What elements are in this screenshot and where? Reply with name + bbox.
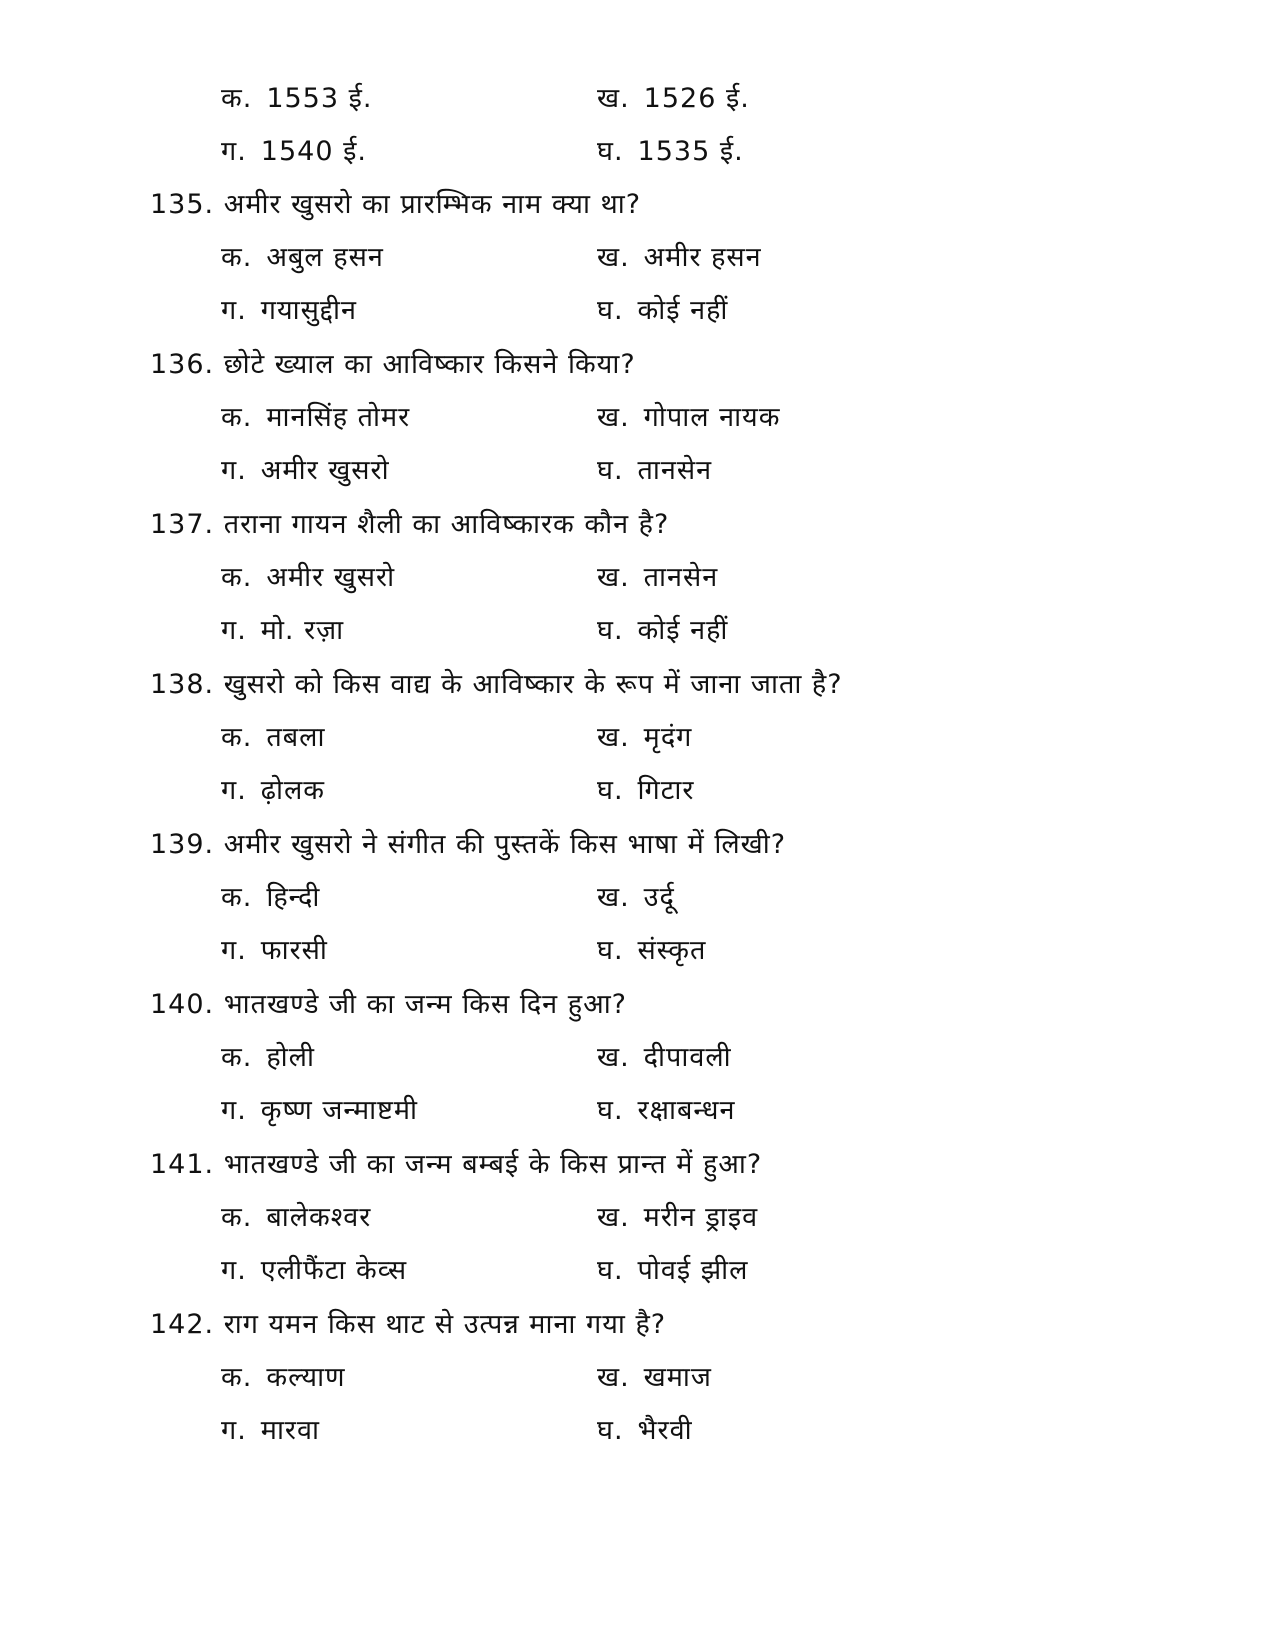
option: ख. अमीर हसन bbox=[597, 242, 762, 273]
option: घ. 1535 ई. bbox=[597, 136, 744, 167]
option-row bbox=[0, 763, 1275, 819]
option: ख. दीपावली bbox=[597, 1042, 732, 1073]
option: क. होली bbox=[221, 1042, 315, 1073]
question-text: 135. अमीर खुसरो का प्रारम्भिक नाम क्या था? bbox=[150, 189, 642, 220]
option: ख. तानसेन bbox=[597, 562, 719, 593]
question-136 bbox=[0, 337, 1275, 393]
option: क. अबुल हसन bbox=[221, 242, 384, 273]
question-141 bbox=[0, 1137, 1275, 1193]
option-row bbox=[0, 230, 1275, 286]
question-142 bbox=[0, 1297, 1275, 1353]
option: ग. मो. रज़ा bbox=[221, 615, 345, 646]
option: घ. तानसेन bbox=[597, 455, 713, 486]
option: ग. मारवा bbox=[221, 1415, 320, 1446]
option: ख. मरीन ड्राइव bbox=[597, 1202, 759, 1233]
question-text: 142. राग यमन किस थाट से उत्पन्न माना गया है? bbox=[150, 1309, 667, 1340]
option: घ. रक्षाबन्धन bbox=[597, 1095, 736, 1126]
option: क. अमीर खुसरो bbox=[221, 562, 396, 593]
option-row bbox=[0, 1083, 1275, 1139]
option: ग. फारसी bbox=[221, 935, 328, 966]
option: ग. अमीर खुसरो bbox=[221, 455, 390, 486]
question-text: 136. छोटे ख्याल का आविष्कार किसने किया? bbox=[150, 349, 636, 380]
option: ख. उर्दू bbox=[597, 882, 675, 913]
option: क. 1553 ई. bbox=[221, 83, 373, 114]
option: ग. एलीफैंटा केव्स bbox=[221, 1255, 408, 1286]
option-row bbox=[0, 1190, 1275, 1246]
option: ख. 1526 ई. bbox=[597, 83, 750, 114]
option: ग. कृष्ण जन्माष्टमी bbox=[221, 1095, 418, 1126]
option-row bbox=[0, 1350, 1275, 1406]
option-row bbox=[0, 71, 1275, 127]
option-row bbox=[0, 1243, 1275, 1299]
option-row bbox=[0, 283, 1275, 339]
option: क. बालेकश्वर bbox=[221, 1202, 372, 1233]
option: ग. गयासुद्दीन bbox=[221, 295, 357, 326]
option: घ. पोवई झील bbox=[597, 1255, 749, 1286]
option: क. कल्याण bbox=[221, 1362, 346, 1393]
option: ख. गोपाल नायक bbox=[597, 402, 781, 433]
question-text: 137. तराना गायन शैली का आविष्कारक कौन है? bbox=[150, 509, 670, 540]
option: घ. संस्कृत bbox=[597, 935, 707, 966]
option: क. हिन्दी bbox=[221, 882, 321, 913]
option: ख. खमाज bbox=[597, 1362, 712, 1393]
option: ख. मृदंग bbox=[597, 722, 693, 753]
question-text: 140. भातखण्डे जी का जन्म किस दिन हुआ? bbox=[150, 989, 627, 1020]
option-row bbox=[0, 443, 1275, 499]
option: ग. ढ़ोलक bbox=[221, 775, 326, 806]
option: घ. भैरवी bbox=[597, 1415, 693, 1446]
option: क. तबला bbox=[221, 722, 326, 753]
question-text: 139. अमीर खुसरो ने संगीत की पुस्तकें किस भाषा में लिखी? bbox=[150, 829, 787, 860]
option: ग. 1540 ई. bbox=[221, 136, 367, 167]
option-row bbox=[0, 1403, 1275, 1459]
option: क. मानसिंह तोमर bbox=[221, 402, 411, 433]
option-row bbox=[0, 603, 1275, 659]
option: घ. कोई नहीं bbox=[597, 615, 729, 646]
option: घ. गिटार bbox=[597, 775, 695, 806]
option: घ. कोई नहीं bbox=[597, 295, 729, 326]
question-137 bbox=[0, 497, 1275, 553]
question-138 bbox=[0, 657, 1275, 713]
question-text: 141. भातखण्डे जी का जन्म बम्बई के किस प्रान्त में हुआ? bbox=[150, 1149, 763, 1180]
question-139 bbox=[0, 817, 1275, 873]
option-row bbox=[0, 870, 1275, 926]
question-140 bbox=[0, 977, 1275, 1033]
option-row bbox=[0, 923, 1275, 979]
option-row bbox=[0, 390, 1275, 446]
option-row bbox=[0, 124, 1275, 180]
option-row bbox=[0, 1030, 1275, 1086]
option-row bbox=[0, 550, 1275, 606]
question-135 bbox=[0, 177, 1275, 233]
option-row bbox=[0, 710, 1275, 766]
question-text: 138. खुसरो को किस वाद्य के आविष्कार के रूप में जाना जाता है? bbox=[150, 669, 843, 700]
